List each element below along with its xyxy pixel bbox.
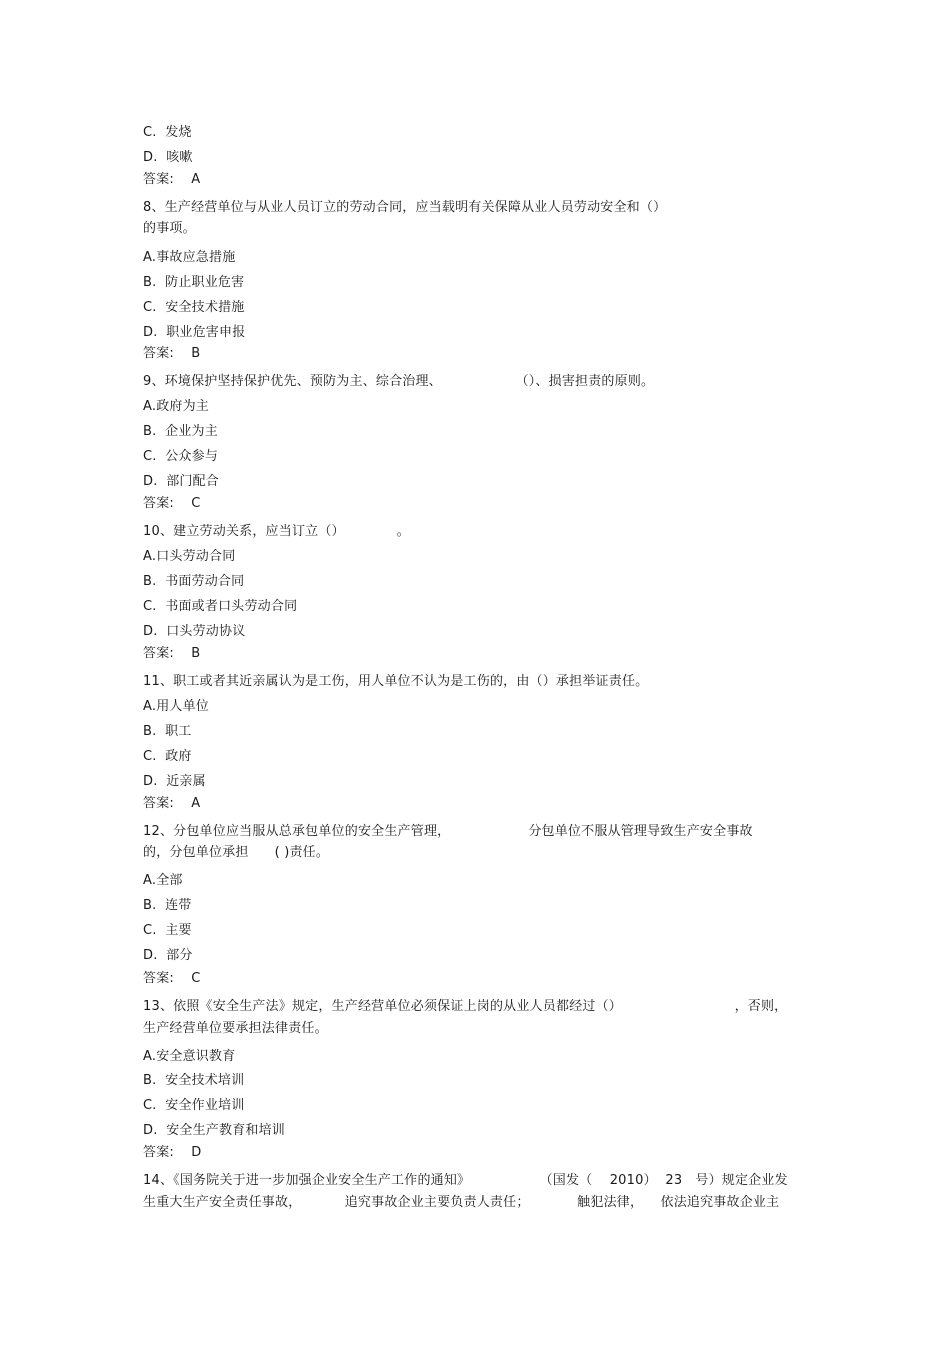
text-line: A.政府为主 xyxy=(143,399,209,414)
text-line: A.用人单位 xyxy=(143,699,209,714)
text-line: A.全部 xyxy=(143,873,183,888)
text-line: 10、建立劳动关系，应当订立（） 。 xyxy=(143,524,410,539)
text-line: 的事项。 xyxy=(143,221,196,236)
text-line: B. 企业为主 xyxy=(143,424,218,439)
text-line: 9、环境保护坚持保护优先、预防为主、综合治理、 （）、损害担责的原则。 xyxy=(143,374,655,389)
text-line: 的，分包单位承担 ( )责任。 xyxy=(143,845,330,860)
text-line: C. 政府 xyxy=(143,749,192,764)
text-line: A.口头劳动合同 xyxy=(143,549,236,564)
text-line: 答案: A xyxy=(143,172,201,187)
text-line: 答案: B xyxy=(143,646,201,661)
text-line: A.事故应急措施 xyxy=(143,250,236,265)
text-line: B. 书面劳动合同 xyxy=(143,574,245,589)
text-line: 14、《国务院关于进一步加强企业安全生产工作的通知》 （国发（ 2010） 23 号）规定企业发 xyxy=(143,1173,788,1188)
text-line: 答案: C xyxy=(143,496,201,511)
text-line: D. 安全生产教育和培训 xyxy=(143,1123,286,1138)
text-line: B. 安全技术培训 xyxy=(143,1073,245,1088)
text-line: C. 安全技术措施 xyxy=(143,300,245,315)
text-line: 12、分包单位应当服从总承包单位的安全生产管理， 分包单位不服从管理导致生产安全事故 xyxy=(143,824,753,839)
text-line: 生产经营单位要承担法律责任。 xyxy=(143,1021,328,1036)
text-line: A.安全意识教育 xyxy=(143,1049,236,1064)
text-line: 13、依照《安全生产法》规定，生产经营单位必须保证上岗的从业人员都经过（） ，否则， xyxy=(143,999,788,1014)
text-line: C. 发烧 xyxy=(143,125,192,140)
text-line: D. 咳嗽 xyxy=(143,150,193,165)
text-line: 答案: B xyxy=(143,346,201,361)
text-line: C. 主要 xyxy=(143,923,192,938)
text-line: D. 部门配合 xyxy=(143,474,220,489)
text-line: B. 职工 xyxy=(143,724,192,739)
text-line: 11、职工或者其近亲属认为是工伤，用人单位不认为是工伤的，由（）承担举证责任。 xyxy=(143,674,649,689)
text-line: B. 连带 xyxy=(143,898,192,913)
text-line: 8、生产经营单位与从业人员订立的劳动合同，应当载明有关保障从业人员劳动安全和（） xyxy=(143,200,667,215)
text-line: D. 部分 xyxy=(143,948,193,963)
text-line: 答案: D xyxy=(143,1145,202,1160)
text-line: C. 安全作业培训 xyxy=(143,1098,245,1113)
text-line: C. 书面或者口头劳动合同 xyxy=(143,599,298,614)
text-line: D. 近亲属 xyxy=(143,774,206,789)
text-line: C. 公众参与 xyxy=(143,449,219,464)
text-line: 生重大生产安全责任事故， 追究事故企业主要负责人责任； 触犯法律， 依法追究事故企业主 xyxy=(143,1195,780,1210)
text-line: D. 口头劳动协议 xyxy=(143,624,246,639)
text-line: 答案: C xyxy=(143,971,201,986)
text-line: 答案: A xyxy=(143,796,201,811)
text-line: D. 职业危害申报 xyxy=(143,325,246,340)
text-line: B. 防止职业危害 xyxy=(143,275,245,290)
